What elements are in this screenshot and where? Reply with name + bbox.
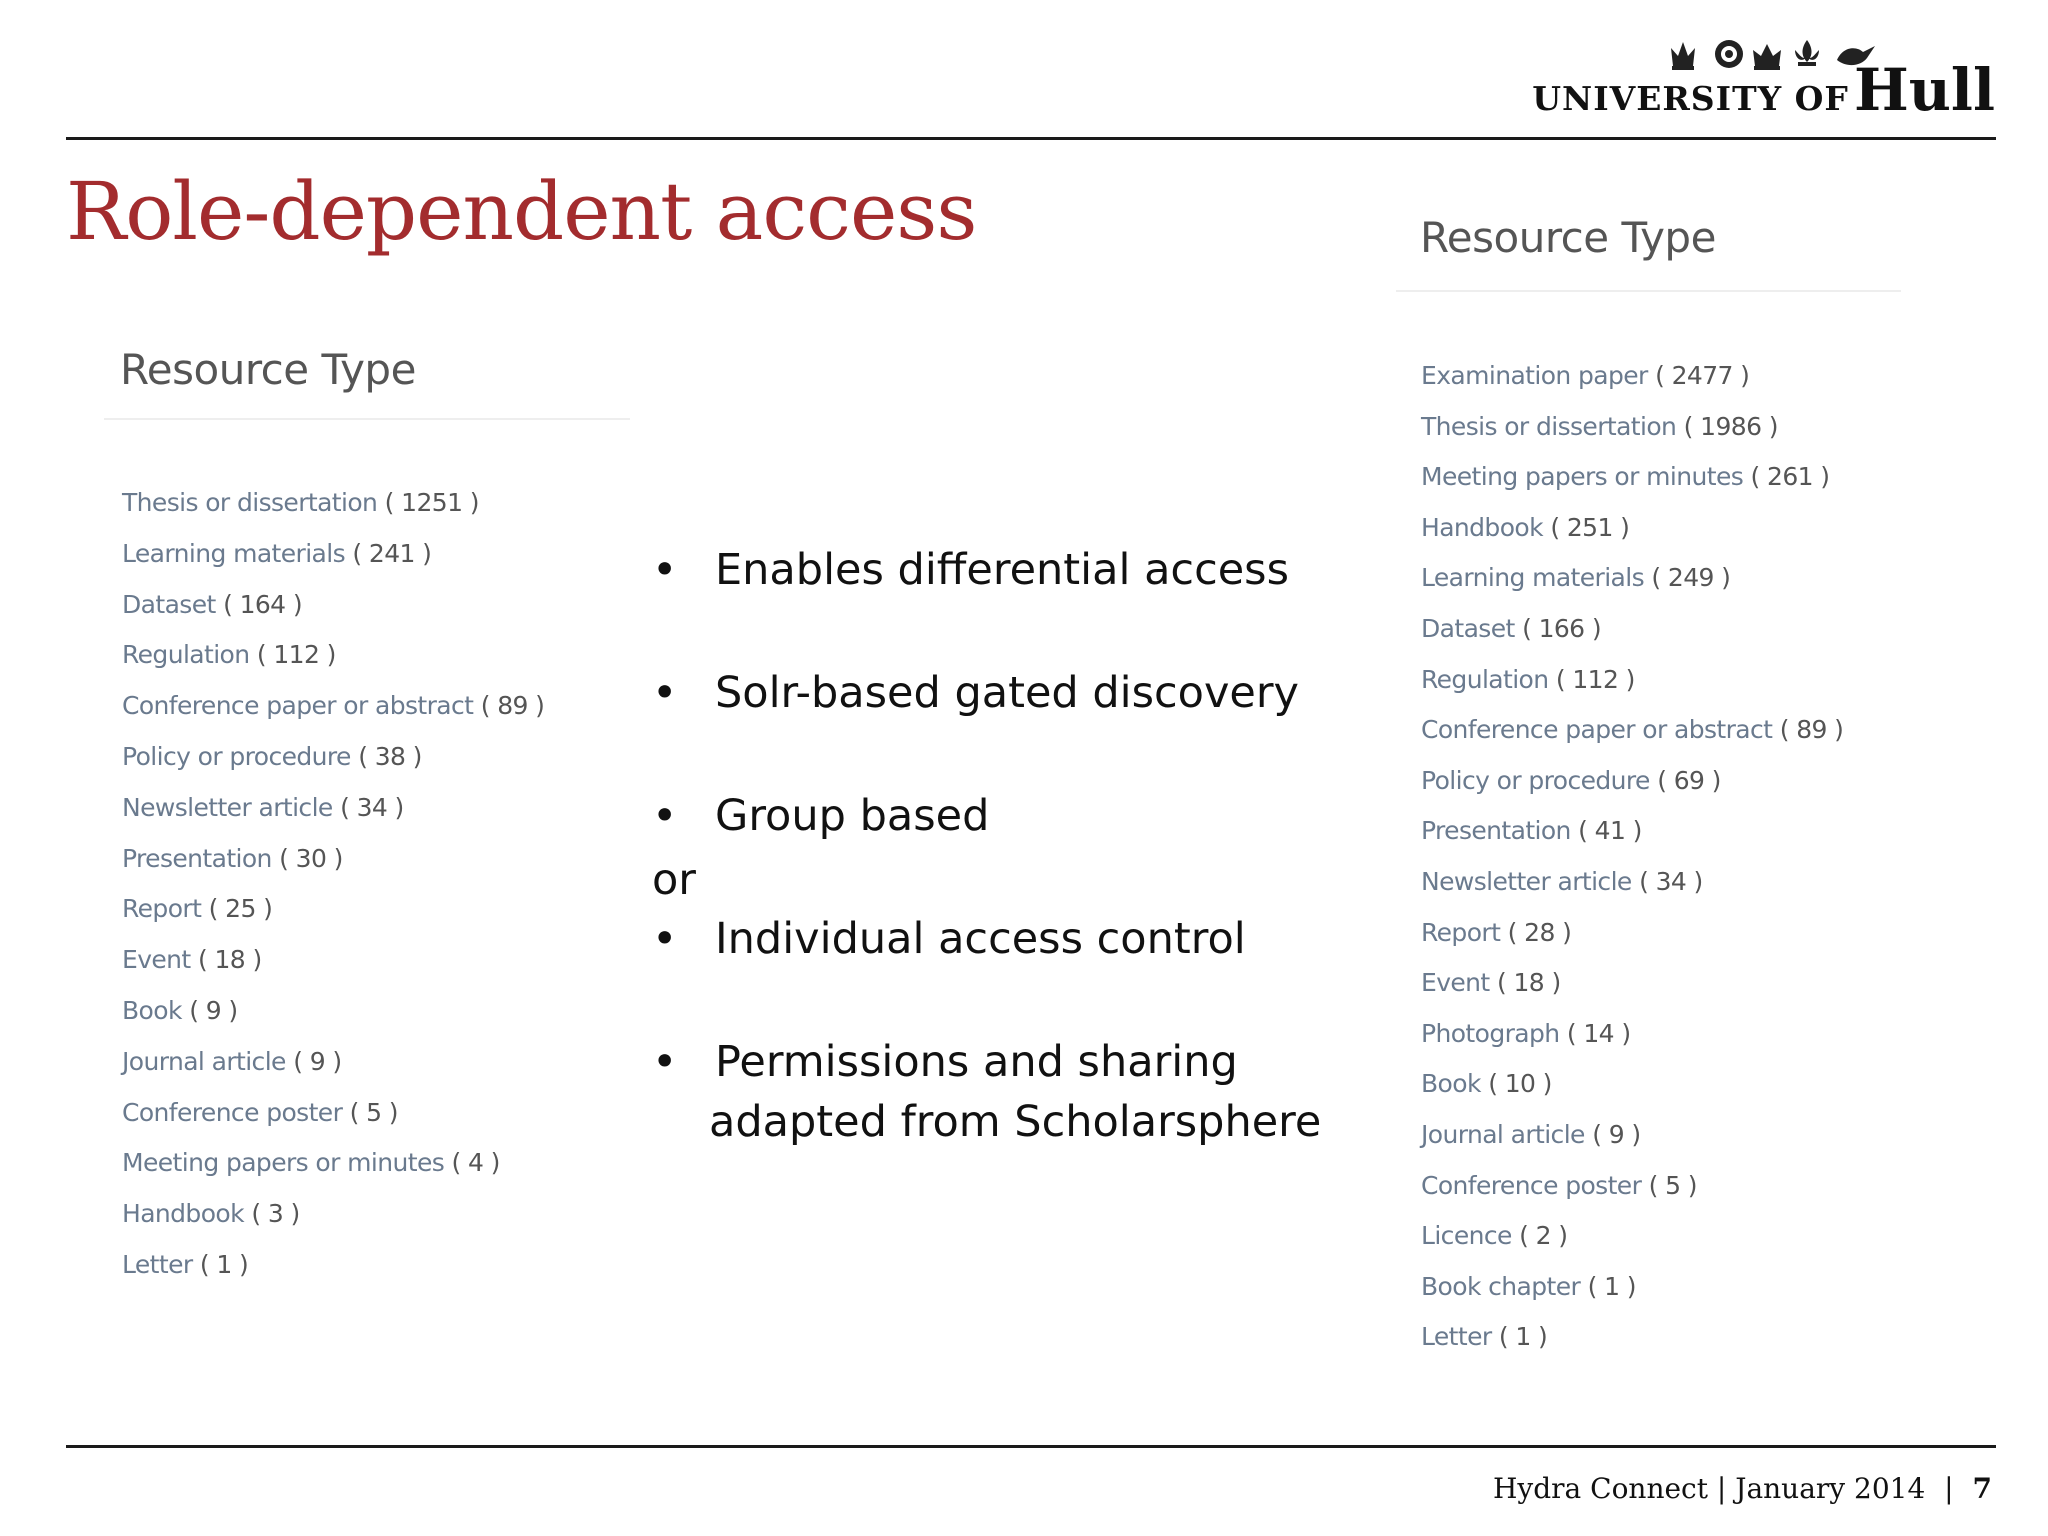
facet-item-label: Meeting papers or minutes (1421, 462, 1744, 492)
facet-item[interactable] (122, 590, 302, 619)
facet-item-count: ( 9 ) (189, 996, 238, 1025)
facet-item[interactable] (1421, 816, 1642, 845)
facet-item-label: Event (122, 945, 191, 975)
facet-item-label: Journal article (1421, 1120, 1585, 1149)
facet-item[interactable] (122, 1148, 500, 1177)
facet-item-label: Learning materials (122, 538, 346, 568)
left-facet-heading: Resource Type (120, 345, 416, 394)
facet-item[interactable] (1421, 867, 1703, 896)
facet-item-label: Book (122, 996, 182, 1025)
facet-item-label: Handbook (122, 1199, 244, 1229)
facet-item-count: ( 5 ) (349, 1097, 398, 1127)
facet-item[interactable] (122, 1199, 300, 1228)
bullet-marker: • (652, 791, 678, 841)
facet-item-label: Regulation (122, 640, 250, 670)
facet-item-label: Presentation (122, 843, 272, 873)
facet-item-count: ( 4 ) (451, 1148, 500, 1178)
university-logo (1532, 36, 1995, 124)
facet-item-label: Conference paper or abstract (1421, 715, 1773, 745)
facet-item-label: Report (1421, 917, 1501, 947)
facet-item-count: ( 89 ) (480, 691, 545, 721)
facet-item-count: ( 5 ) (1648, 1170, 1697, 1200)
facet-item-label: Conference poster (1421, 1170, 1642, 1200)
header-divider (66, 137, 1996, 140)
facet-item-count: ( 166 ) (1522, 614, 1601, 643)
facet-item-count: ( 1 ) (199, 1250, 249, 1279)
facet-item-label: Newsletter article (1421, 867, 1632, 896)
facet-item-count: ( 69 ) (1657, 765, 1721, 795)
facet-item[interactable] (122, 640, 336, 669)
facet-item-count: ( 2477 ) (1655, 361, 1750, 390)
facet-item[interactable] (1421, 513, 1629, 542)
facet-item-count: ( 34 ) (1639, 867, 1703, 896)
facet-item[interactable] (1421, 1221, 1567, 1250)
facet-item-count: ( 1986 ) (1683, 411, 1778, 441)
right-facet-heading: Resource Type (1420, 213, 1716, 262)
facet-item-count: ( 1 ) (1498, 1322, 1548, 1352)
footer-separator: | (1944, 1472, 1954, 1505)
facet-item[interactable] (122, 793, 404, 822)
facet-item-count: ( 34 ) (340, 792, 404, 822)
left-facet-separator (104, 418, 630, 420)
facet-item-count: ( 112 ) (1555, 664, 1635, 694)
facet-item[interactable] (122, 844, 343, 873)
facet-item-label: Thesis or dissertation (1421, 411, 1677, 441)
footer (1493, 1472, 1992, 1505)
facet-item-label: Regulation (1421, 664, 1549, 694)
facet-item-count: ( 241 ) (352, 538, 432, 568)
facet-item[interactable] (1421, 1120, 1641, 1149)
facet-item-count: ( 41 ) (1578, 816, 1642, 846)
facet-item[interactable] (122, 488, 479, 517)
facet-item-count: ( 30 ) (279, 843, 343, 873)
facet-item-count: ( 9 ) (293, 1046, 342, 1076)
facet-item-label: Letter (122, 1250, 193, 1279)
facet-item-label: Report (122, 894, 202, 924)
facet-item-count: ( 3 ) (251, 1199, 300, 1229)
facet-item[interactable] (1421, 614, 1601, 643)
slide-title: Role-dependent access (66, 165, 977, 258)
facet-item-label: Presentation (1421, 816, 1571, 846)
facet-item[interactable] (1421, 665, 1635, 694)
facet-item-label: Dataset (122, 589, 216, 619)
facet-item[interactable] (1421, 412, 1778, 441)
facet-item-count: ( 89 ) (1779, 715, 1844, 745)
bullet-marker: • (652, 914, 678, 964)
bullet-text: Group based (715, 791, 990, 841)
facet-item[interactable] (1421, 1272, 1636, 1301)
bullet-marker: • (652, 668, 678, 718)
facet-item-label: Dataset (1421, 614, 1515, 643)
logo-line2: Hull (1853, 56, 1995, 124)
bullet-marker: • (652, 1037, 678, 1087)
facet-item-count: ( 112 ) (256, 640, 336, 670)
bullet-text: Individual access control (715, 914, 1246, 964)
facet-item-label: Book chapter (1421, 1271, 1581, 1301)
facet-item[interactable] (122, 894, 272, 923)
facet-item[interactable] (122, 945, 262, 974)
bullet-text-continuation: adapted from Scholarsphere (709, 1097, 1322, 1147)
facet-item-label: Policy or procedure (122, 742, 351, 771)
facet-item-label: Event (1421, 968, 1490, 998)
facet-item[interactable] (122, 1047, 342, 1076)
facet-item-label: Journal article (122, 1046, 286, 1076)
facet-item-count: ( 25 ) (208, 894, 273, 924)
facet-item-count: ( 1 ) (1587, 1271, 1636, 1301)
bullet-text: Permissions and sharing (715, 1037, 1238, 1087)
facet-item-count: ( 18 ) (1496, 968, 1561, 998)
facet-item-label: Examination paper (1421, 361, 1648, 390)
facet-item-label: Policy or procedure (1421, 765, 1650, 795)
facet-item[interactable] (122, 539, 431, 568)
footer-text: Hydra Connect | January 2014 (1493, 1472, 1926, 1505)
facet-item[interactable] (1421, 462, 1829, 491)
bullet-text: Solr-based gated discovery (715, 668, 1300, 718)
facet-item[interactable] (1421, 766, 1721, 795)
facet-item-count: ( 249 ) (1651, 563, 1731, 593)
facet-item[interactable] (122, 996, 238, 1025)
facet-item[interactable] (122, 742, 422, 771)
facet-item-label: Photograph (1421, 1018, 1560, 1048)
facet-item-label: Handbook (1421, 512, 1543, 542)
facet-item-label: Book (1421, 1069, 1481, 1099)
facet-item-count: ( 261 ) (1750, 462, 1830, 492)
facet-item-count: ( 14 ) (1566, 1018, 1631, 1048)
facet-item-count: ( 164 ) (223, 589, 302, 619)
bullet-text: Enables differential access (715, 545, 1289, 595)
facet-item[interactable] (1421, 1019, 1630, 1048)
bullet-conjunction: or (652, 855, 696, 905)
facet-item-count: ( 9 ) (1592, 1120, 1641, 1149)
bullet-marker: • (652, 545, 678, 595)
facet-item-label: Thesis or dissertation (122, 488, 378, 517)
facet-item[interactable] (122, 1098, 398, 1127)
facet-item-label: Licence (1421, 1221, 1512, 1251)
facet-item[interactable] (1421, 361, 1749, 390)
footer-divider (66, 1445, 1996, 1448)
facet-item-count: ( 10 ) (1488, 1069, 1552, 1099)
page-number: 7 (1972, 1472, 1992, 1505)
facet-item-count: ( 251 ) (1550, 512, 1630, 542)
facet-item[interactable] (122, 1250, 248, 1279)
facet-item[interactable] (1421, 1322, 1547, 1351)
facet-item[interactable] (1421, 968, 1561, 997)
facet-item-label: Learning materials (1421, 563, 1645, 593)
facet-item[interactable] (1421, 1171, 1697, 1200)
facet-item-count: ( 38 ) (358, 742, 422, 771)
facet-item[interactable] (1421, 715, 1843, 744)
facet-item-label: Meeting papers or minutes (122, 1148, 445, 1178)
facet-item[interactable] (1421, 918, 1571, 947)
facet-item-count: ( 18 ) (197, 945, 262, 975)
logo-line1: UNIVERSITY OF (1532, 79, 1849, 118)
facet-item-label: Newsletter article (122, 792, 333, 822)
facet-item-count: ( 2 ) (1519, 1221, 1568, 1251)
facet-item[interactable] (1421, 1069, 1552, 1098)
facet-item-label: Conference poster (122, 1097, 343, 1127)
right-facet-separator (1396, 290, 1901, 292)
facet-item[interactable] (1421, 563, 1730, 592)
facet-item-label: Conference paper or abstract (122, 691, 474, 721)
facet-item-count: ( 1251 ) (384, 488, 479, 517)
facet-item[interactable] (122, 691, 544, 720)
logo-wordmark (1532, 56, 1995, 124)
facet-item-label: Letter (1421, 1322, 1492, 1352)
facet-item-count: ( 28 ) (1507, 917, 1572, 947)
